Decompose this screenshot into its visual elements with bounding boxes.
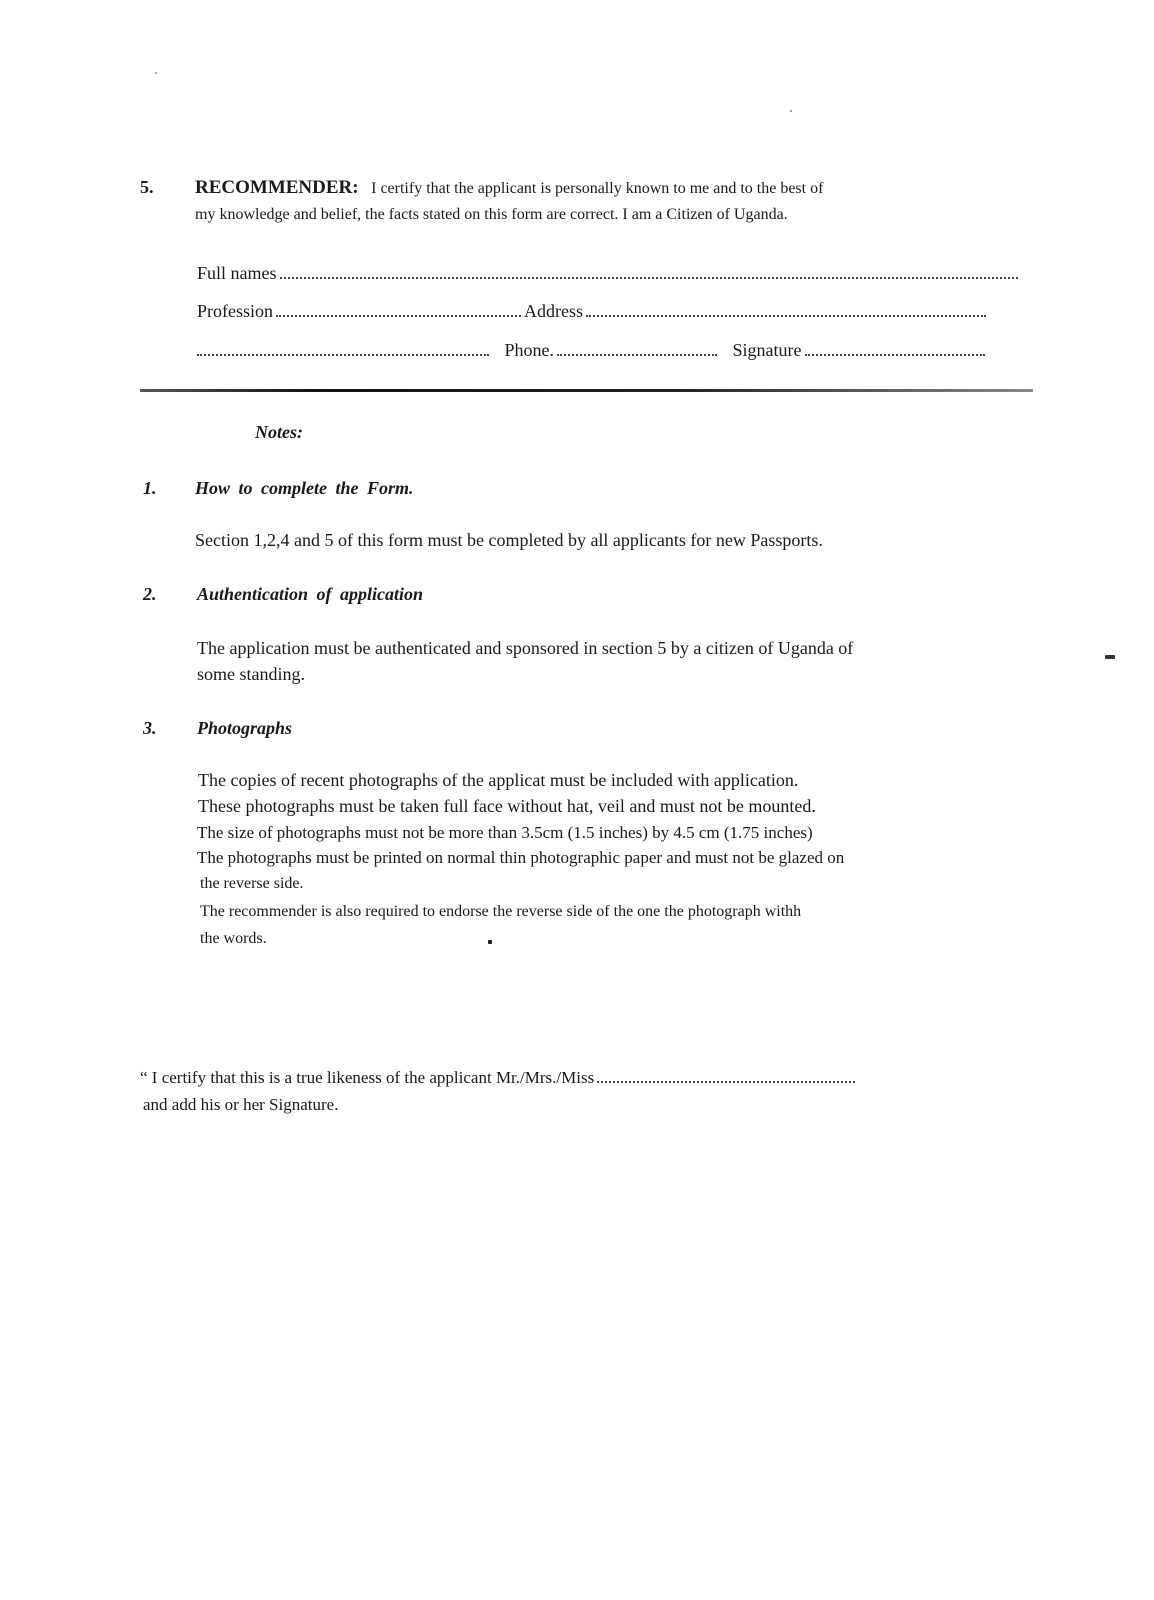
notes-heading: Notes:	[255, 422, 303, 442]
section-number: 5.	[140, 177, 154, 197]
phone-blank[interactable]	[557, 340, 717, 356]
phone-label: Phone.	[504, 340, 554, 360]
note-number: 1.	[143, 478, 157, 498]
scan-speck	[790, 110, 792, 112]
certification-text: “ I certify that this is a true likeness of the applicant Mr./Mrs./Miss	[140, 1068, 595, 1087]
note-title: Photographs	[197, 718, 293, 738]
note-text: The recommender is also required to endorse the reverse side of the one the photograph withh	[200, 903, 802, 920]
profession-blank[interactable]	[276, 301, 521, 317]
note-number: 2.	[143, 584, 157, 604]
address-label: Address	[524, 301, 583, 321]
recommender-statement-line2: my knowledge and belief, the facts stated on this form are correct. I am a Citizen of Uganda.	[195, 206, 788, 223]
note-number: 3.	[143, 718, 157, 738]
note-text: the words.	[200, 930, 267, 947]
note-text: The size of photographs must not be more than 3.5cm (1.5 inches) by 4.5 cm (1.75 inches)	[197, 823, 813, 842]
note-text: the reverse side.	[200, 875, 304, 892]
address-blank[interactable]	[586, 301, 986, 317]
certification-line2: and add his or her Signature.	[143, 1095, 339, 1114]
full-names-label: Full names	[197, 263, 277, 283]
note-text: These photographs must be taken full face without hat, veil and must not be mounted.	[198, 796, 816, 816]
note-title: Authentication of application	[197, 584, 424, 604]
full-names-blank[interactable]	[280, 263, 1018, 279]
signature-blank[interactable]	[805, 340, 985, 356]
note-text: Section 1,2,4 and 5 of this form must be completed by all applicants for new Passports.	[195, 530, 823, 550]
profession-label: Profession	[197, 301, 273, 321]
profession-address-row	[197, 300, 989, 322]
applicant-name-blank[interactable]	[597, 1067, 855, 1083]
note-text: some standing.	[197, 664, 305, 684]
certification-line1	[140, 1067, 858, 1089]
phone-signature-row	[197, 339, 988, 361]
note-title: How to complete the Form.	[195, 478, 414, 498]
section-divider	[140, 389, 1033, 392]
scan-speck	[488, 940, 492, 944]
recommender-statement-line1	[195, 176, 823, 200]
note-text: The application must be authenticated and sponsored in section 5 by a citizen of Uganda of	[197, 638, 854, 658]
note-text: The photographs must be printed on normal thin photographic paper and must not be glazed on	[197, 848, 845, 867]
statement-text: I certify that the applicant is personally known to me and to the best of	[371, 180, 824, 197]
signature-label: Signature	[732, 340, 802, 360]
scan-speck	[1105, 655, 1115, 659]
full-names-field[interactable]	[197, 262, 1021, 284]
note-text: The copies of recent photographs of the applicat must be included with application.	[198, 770, 799, 790]
section-title: RECOMMENDER:	[195, 177, 359, 198]
scan-speck	[155, 72, 157, 74]
address-continued-blank[interactable]	[197, 340, 489, 356]
